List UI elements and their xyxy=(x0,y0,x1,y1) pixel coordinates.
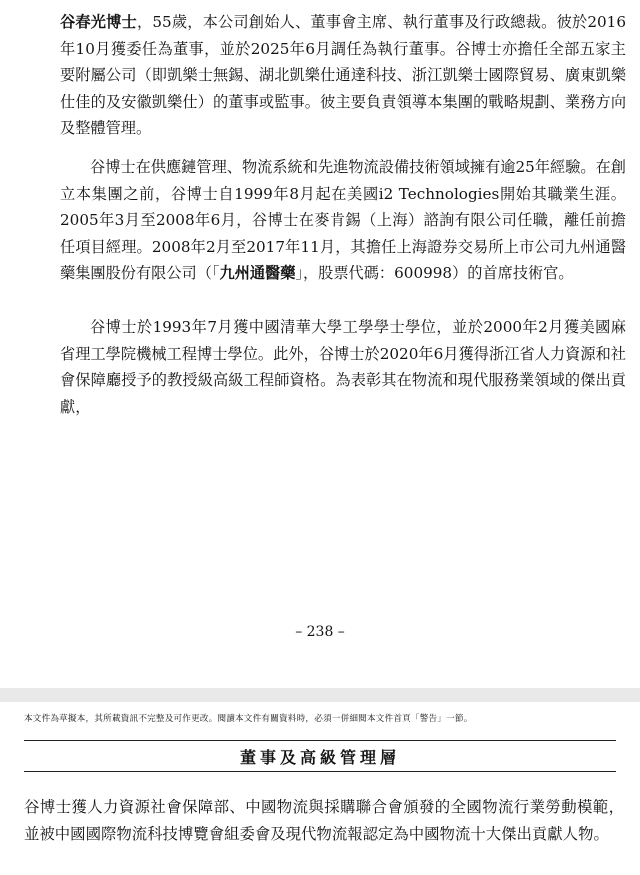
page-number: – 238 – xyxy=(295,624,345,640)
experience-text-end: 」，股票代碼：600998）的首席技術官。 xyxy=(295,264,574,282)
draft-disclaimer: 本文件為草擬本，其所載資訊不完整及可作更改。閱讀本文件有關資料時，必須一併細閱本文件首頁「警告」一節。 xyxy=(24,714,473,724)
experience-text-start: 谷博士在供應鏈管理、物流系統和先進物流設備技術領域擁有逾25年經驗。在創立本集團之前，谷博士自1999年8月起在美國i2 Technologies開始其職業生涯。2005年3月至2008年6月，谷博士在麥肯錫（上海）諮詢有限公司任職，離任前擔任項目經理。2008年2月至2017年11月，其擔任上海證券交易所上市公司九州通醫藥集團股份有限公司（「 xyxy=(60,158,626,282)
intro-text: ，55歲，本公司創始人、董事會主席、執行董事及行政總裁。彼於2016年10月獲委任為董事，並於2025年6月調任為執行董事。谷博士亦擔任全部五家主要附屬公司（即凱樂士無錫、湖北凱樂仕通達科技、浙江凱樂士國際貿易、廣東凱樂仕佳的及安徽凱樂仕）的董事或監事。彼主要負責領導本集團的戰略規劃、業務方向及整體管理。 xyxy=(60,13,627,137)
director-name: 谷春光博士 xyxy=(60,13,137,31)
page-separator xyxy=(0,688,640,702)
biography-paragraph-experience xyxy=(60,154,626,287)
section-title: 董事及高級管理層 xyxy=(239,748,400,767)
education-text: 谷博士於1993年7月獲中國清華大學工學學士學位，並於2000年2月獲美國麻省理工學院機械工程博士學位。此外，谷博士於2020年6月獲得浙江省人力資源和社會保障廳授予的教授級高級工程師資格。為表彰其在物流和現代服務業領域的傑出貢獻， xyxy=(60,318,626,416)
company-short-name: 九州通醫藥 xyxy=(219,264,296,282)
header-rule-bottom xyxy=(24,771,616,772)
biography-paragraph-education xyxy=(60,314,626,420)
awards-text: 谷博士獲人力資源社會保障部、中國物流與採購聯合會頒發的全國物流行業勞動模範，並被中國國際物流科技博覽會組委會及現代物流報認定為中國物流十大傑出貢獻人物。 xyxy=(24,798,624,843)
biography-paragraph-intro xyxy=(60,9,626,142)
header-rule-top xyxy=(24,740,616,741)
biography-paragraph-awards xyxy=(24,794,624,848)
